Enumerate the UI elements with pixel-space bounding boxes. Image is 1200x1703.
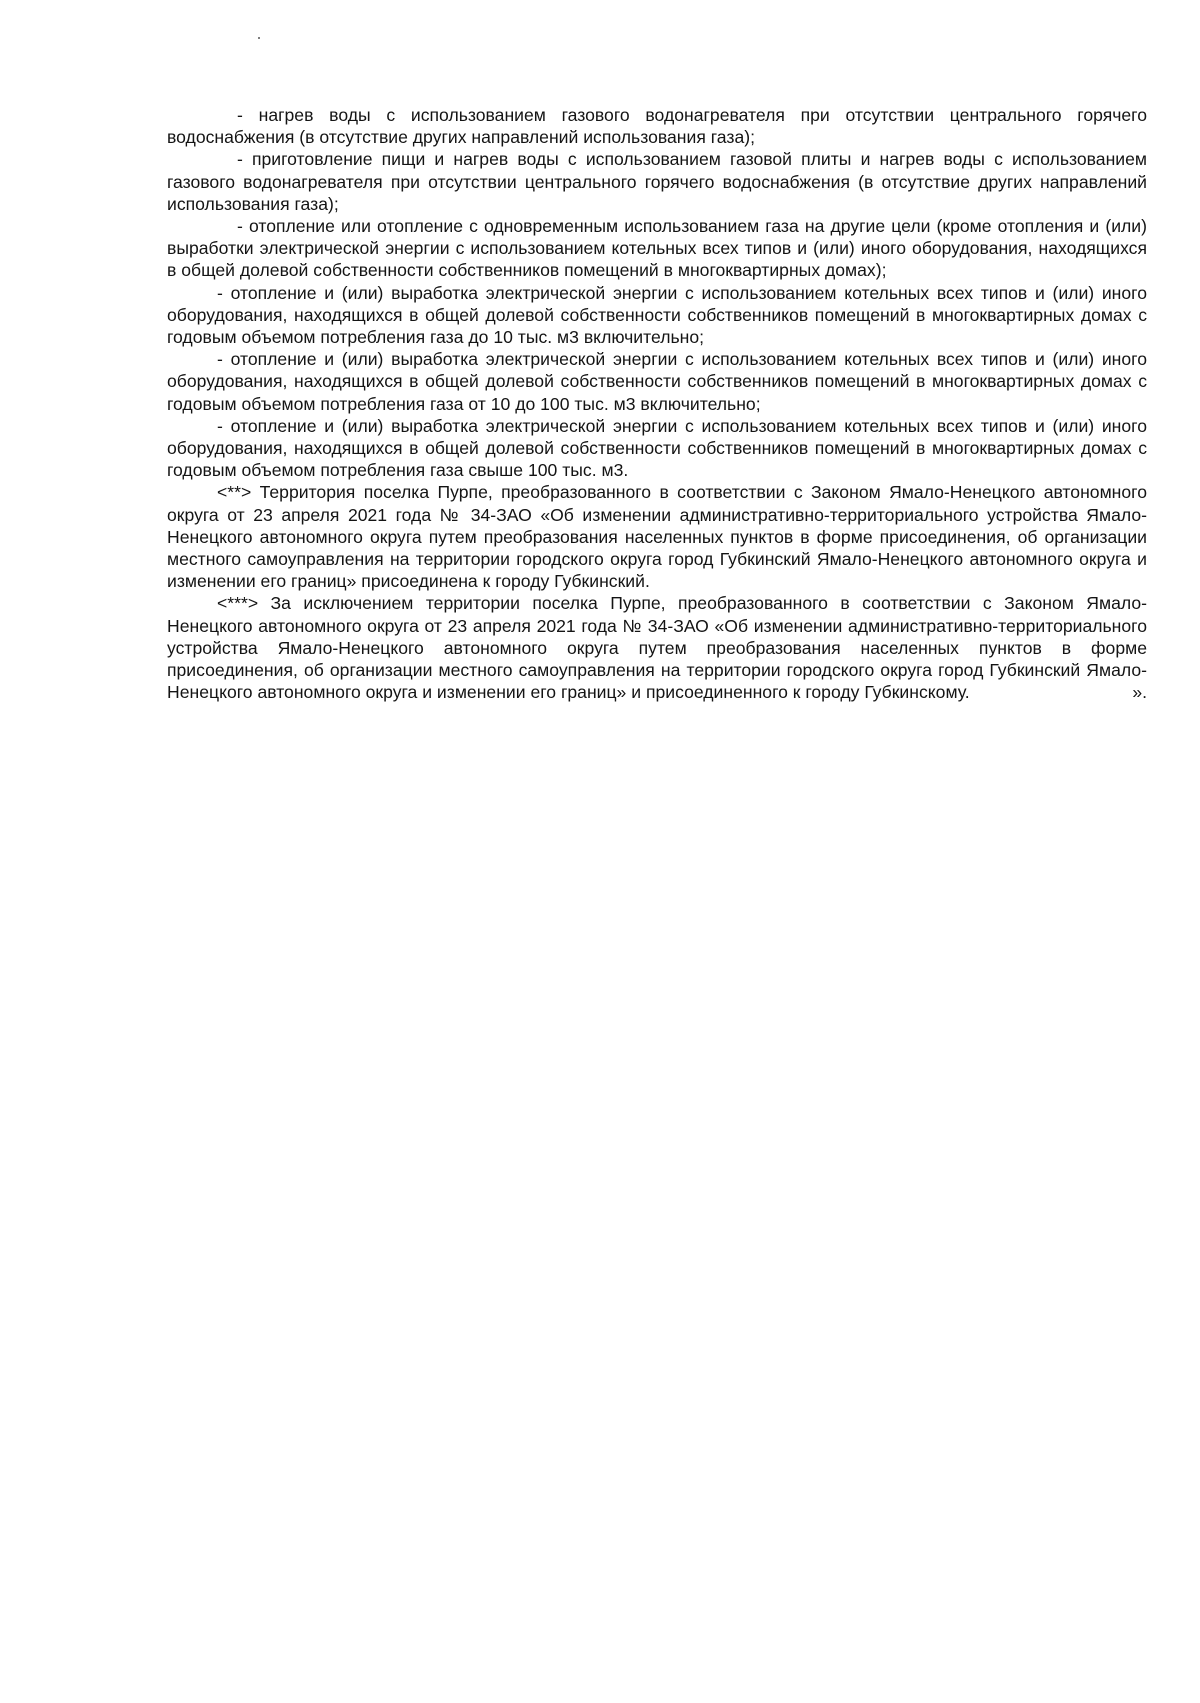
paragraph-cooking-and-water-heating: - приготовление пищи и нагрев воды с использованием газовой плиты и нагрев воды с использованием газового водонагревателя при отсутствии центрального горячего водоснабжения (в отсутствие других направлений использования газа); [167, 149, 1147, 214]
paragraph-heating-over-100: - отопление и (или) выработка электрической энергии с использованием котельных всех типов и (или) иного оборудования, находящихся в общей долевой собственности собственников помещений в многоквартирных домах с годовым объемом потребления газа свыше 100 тыс. м3. [167, 415, 1147, 481]
footnote-triple-asterisk-block [167, 592, 1147, 703]
paragraph-water-heating: - нагрев воды с использованием газового водонагревателя при отсутствии центрального горячего водоснабжения (в отсутствие других направлений использования газа); [167, 105, 1147, 148]
paragraph-heating-10-to-100: - отопление и (или) выработка электрической энергии с использованием котельных всех типов и (или) иного оборудования, находящихся в общей долевой собственности собственников помещений в многоквартирных домах с годовым объемом потребления газа от 10 до 100 тыс. м3 включительно; [167, 349, 1147, 414]
footnote-triple-asterisk: <***> За исключением территории поселка Пурпе, преобразованного в соответствии с Законом Ямало-Ненецкого автономного округа от 23 апреля 2021 года № 34-ЗАО «Об изменении административно-территориального устройства Ямало-Ненецкого автономного округа путем преобразования населенных пунктов в форме присоединения, об организации местного самоуправления на территории городского округа город Губкинский Ямало-Ненецкого автономного округа и изменении его границ» и присоединенного к городу Губкинскому. [167, 593, 1147, 703]
paragraph-heating-up-to-10: - отопление и (или) выработка электрической энергии с использованием котельных всех типов и (или) иного оборудования, находящихся в общей долевой собственности собственников помещений в многоквартирных домах с годовым объемом потребления газа до 10 тыс. м3 включительно; [167, 282, 1147, 348]
closing-quote-mark: ». [1132, 682, 1147, 703]
paragraph-heating-other-purposes: - отопление или отопление с одновременным использованием газа на другие цели (кроме отопления и (или) выработки электрической энергии с использованием котельных всех типов и (или) иного оборудования, находящихся в общей долевой собственности собственников помещений в многоквартирных домах); [167, 216, 1147, 281]
scan-artifact [258, 37, 260, 39]
document-body [167, 104, 1147, 703]
footnote-double-asterisk: <**> Территория поселка Пурпе, преобразованного в соответствии с Законом Ямало-Ненецкого автономного округа от 23 апреля 2021 года № 34-ЗАО «Об изменении административно-территориального устройства Ямало-Ненецкого автономного округа путем преобразования населенных пунктов в форме присоединения, об организации местного самоуправления на территории городского округа город Губкинский Ямало-Ненецкого автономного округа и изменении его границ» присоединена к городу Губкинский. [167, 482, 1147, 592]
